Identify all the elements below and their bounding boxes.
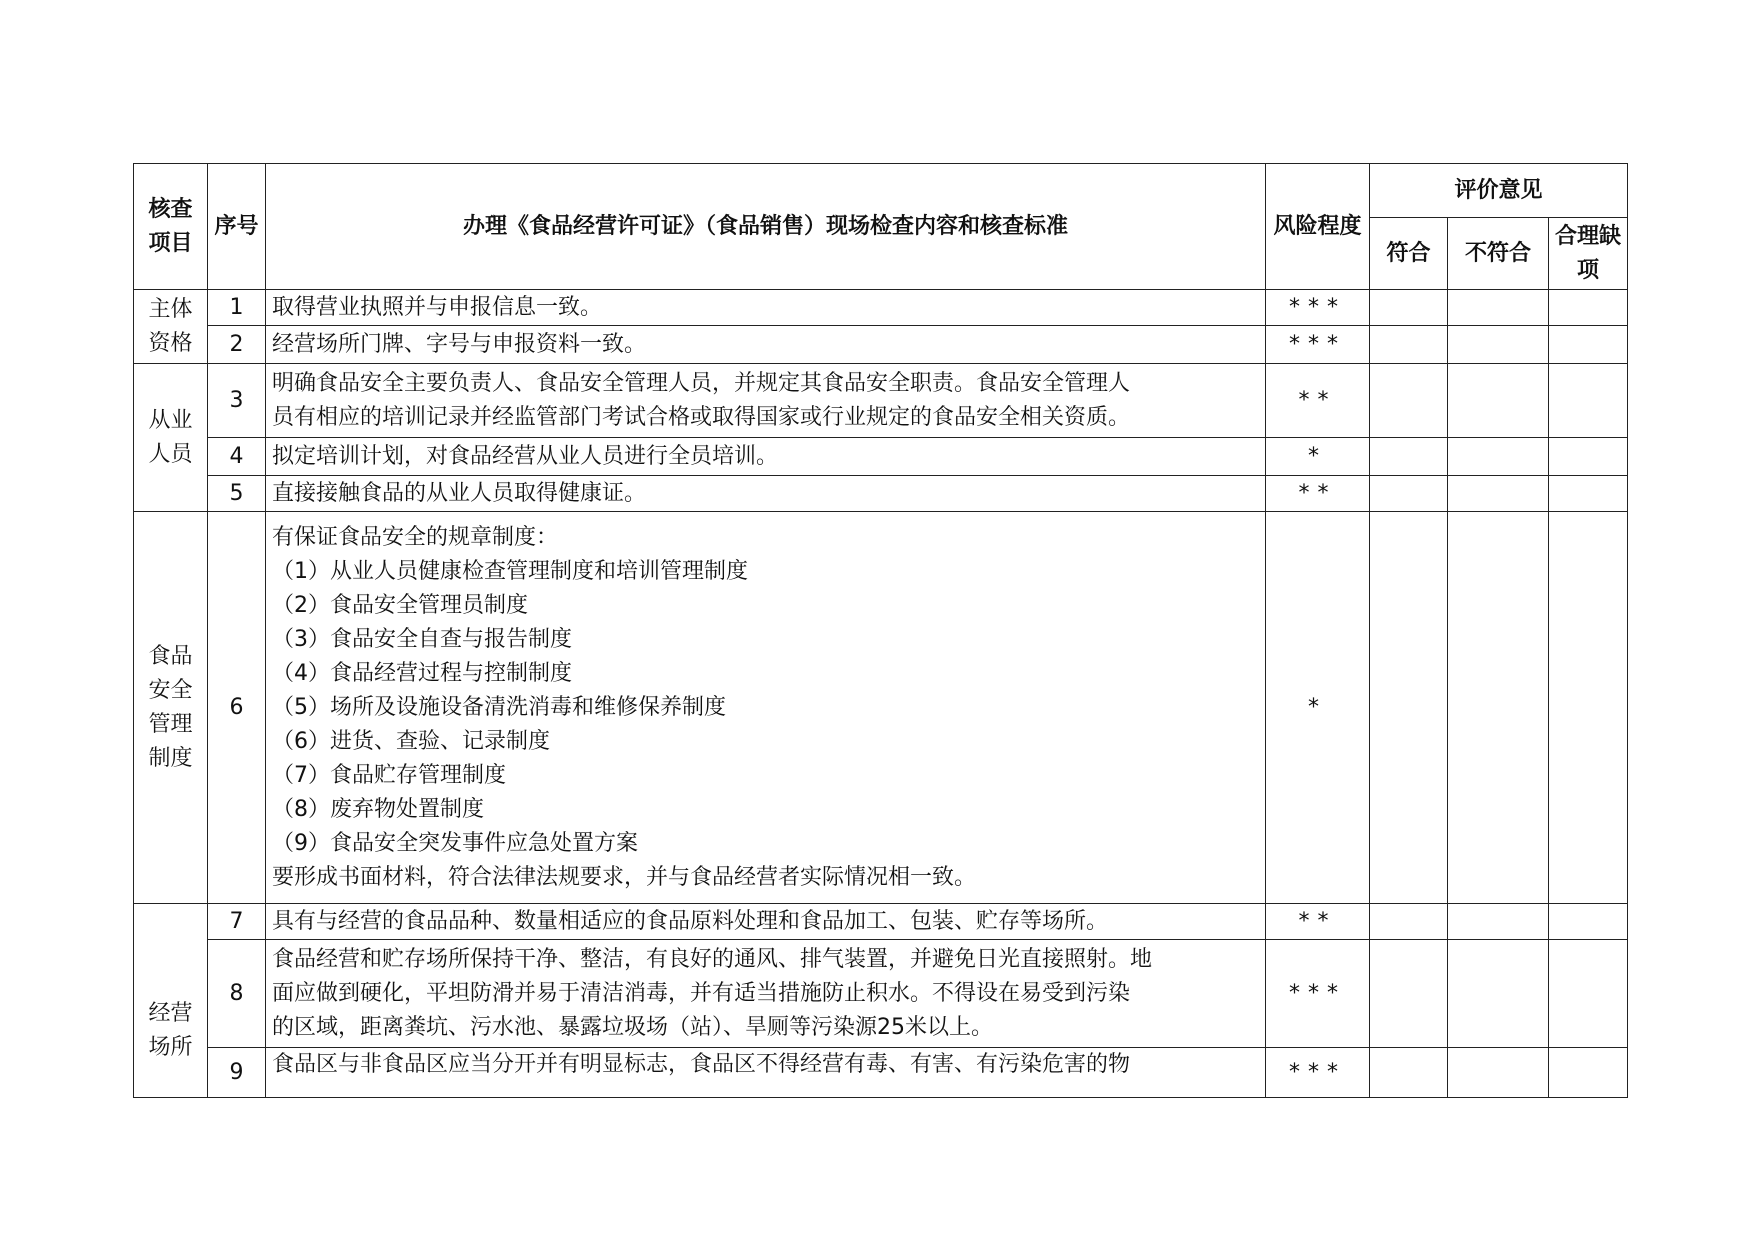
content-cell [266,512,1266,904]
table-row [134,326,1628,364]
table-row [134,904,1628,940]
header-evaluation: 评价意见 [1370,164,1628,218]
table-row [134,512,1628,904]
content-line: （2）食品安全管理员制度 [272,592,528,618]
comply-cell[interactable] [1370,940,1448,1048]
not-comply-cell[interactable] [1448,1048,1549,1098]
not-comply-cell[interactable] [1448,326,1549,364]
reasonable-missing-cell[interactable] [1549,512,1628,904]
header-seq: 序号 [208,164,266,290]
content-cell [266,290,1266,326]
category-cell: 主体 资格 [134,290,208,364]
reasonable-missing-cell[interactable] [1549,290,1628,326]
content-line: 要形成书面材料，符合法律法规要求，并与食品经营者实际情况相一致。 [272,864,977,890]
not-comply-cell[interactable] [1448,512,1549,904]
comply-cell[interactable] [1370,476,1448,512]
not-comply-cell[interactable] [1448,290,1549,326]
table-row [134,1048,1628,1098]
content-line: （9）食品安全突发事件应急处置方案 [272,830,638,856]
table-row [134,364,1628,438]
content-line: 食品区与非食品区应当分开并有明显标志，食品区不得经营有毒、有害、有污染危害的物 [272,1052,1131,1077]
risk-cell: * [1266,438,1370,476]
inspection-table [133,163,1628,1098]
header-category: 核查项目 [134,164,208,290]
header-risk: 风险程度 [1266,164,1370,290]
seq-cell: 7 [208,904,266,940]
table-title: 办理《食品经营许可证》（食品销售）现场检查内容和核查标准 [266,164,1266,290]
content-cell [266,1048,1266,1098]
content-cell [266,940,1266,1048]
content-line: 明确食品安全主要负责人、食品安全管理人员，并规定其食品安全职责。食品安全管理人 [272,370,1131,396]
seq-cell: 8 [208,940,266,1048]
risk-cell: *** [1266,940,1370,1048]
table-row [134,290,1628,326]
category-cell: 经营 场所 [134,904,208,1098]
risk-cell: ** [1266,364,1370,438]
content-line: （8）废弃物处置制度 [272,796,484,822]
not-comply-cell[interactable] [1448,904,1549,940]
reasonable-missing-cell[interactable] [1549,326,1628,364]
seq-cell: 6 [208,512,266,904]
content-cell [266,364,1266,438]
reasonable-missing-cell[interactable] [1549,904,1628,940]
content-line: 食品经营和贮存场所保持干净、整洁，有良好的通风、排气装置，并避免日光直接照射。地 [272,946,1153,972]
risk-cell: * [1266,512,1370,904]
seq-cell: 9 [208,1048,266,1098]
comply-cell[interactable] [1370,290,1448,326]
content-line: 拟定培训计划，对食品经营从业人员进行全员培训。 [272,443,779,469]
content-line: （4）食品经营过程与控制制度 [272,660,572,686]
header-not-comply: 不符合 [1448,218,1549,290]
content-line: （6）进货、查验、记录制度 [272,728,550,754]
table-row [134,476,1628,512]
seq-cell: 5 [208,476,266,512]
comply-cell[interactable] [1370,904,1448,940]
content-cell [266,438,1266,476]
content-line: 经营场所门牌、字号与申报资料一致。 [272,331,647,357]
content-line: （3）食品安全自查与报告制度 [272,626,572,652]
table-row [134,940,1628,1048]
risk-cell: ** [1266,904,1370,940]
risk-cell: ** [1266,476,1370,512]
content-cell [266,326,1266,364]
comply-cell[interactable] [1370,364,1448,438]
risk-cell: *** [1266,290,1370,326]
header-reasonable-missing: 合理缺项 [1549,218,1628,290]
comply-cell[interactable] [1370,326,1448,364]
not-comply-cell[interactable] [1448,940,1549,1048]
category-cell: 从业 人员 [134,364,208,512]
content-cell [266,476,1266,512]
comply-cell[interactable] [1370,438,1448,476]
table-row [134,438,1628,476]
content-line: 的区域，距离粪坑、污水池、暴露垃圾场（站）、旱厕等污染源25米以上。 [272,1014,993,1040]
content-line: （5）场所及设施设备清洗消毒和维修保养制度 [272,694,726,720]
reasonable-missing-cell[interactable] [1549,940,1628,1048]
reasonable-missing-cell[interactable] [1549,438,1628,476]
reasonable-missing-cell[interactable] [1549,364,1628,438]
content-line: 有保证食品安全的规章制度： [272,524,559,550]
content-line: 面应做到硬化，平坦防滑并易于清洁消毒，并有适当措施防止积水。不得设在易受到污染 [272,980,1131,1006]
not-comply-cell[interactable] [1448,438,1549,476]
seq-cell: 2 [208,326,266,364]
content-line: （1）从业人员健康检查管理制度和培训管理制度 [272,558,748,584]
seq-cell: 3 [208,364,266,438]
risk-cell: *** [1266,326,1370,364]
seq-cell: 4 [208,438,266,476]
content-line: 具有与经营的食品品种、数量相适应的食品原料处理和食品加工、包装、贮存等场所。 [272,908,1109,934]
content-line: 直接接触食品的从业人员取得健康证。 [272,480,647,506]
seq-cell: 1 [208,290,266,326]
not-comply-cell[interactable] [1448,364,1549,438]
content-line: 取得营业执照并与申报信息一致。 [272,294,603,320]
comply-cell[interactable] [1370,512,1448,904]
reasonable-missing-cell[interactable] [1549,476,1628,512]
reasonable-missing-cell[interactable] [1549,1048,1628,1098]
header-comply: 符合 [1370,218,1448,290]
risk-cell: *** [1266,1048,1370,1098]
content-line: 员有相应的培训记录并经监管部门考试合格或取得国家或行业规定的食品安全相关资质。 [272,404,1131,430]
content-cell [266,904,1266,940]
category-cell: 食品 安全 管理 制度 [134,512,208,904]
content-line: （7）食品贮存管理制度 [272,762,506,788]
comply-cell[interactable] [1370,1048,1448,1098]
not-comply-cell[interactable] [1448,476,1549,512]
